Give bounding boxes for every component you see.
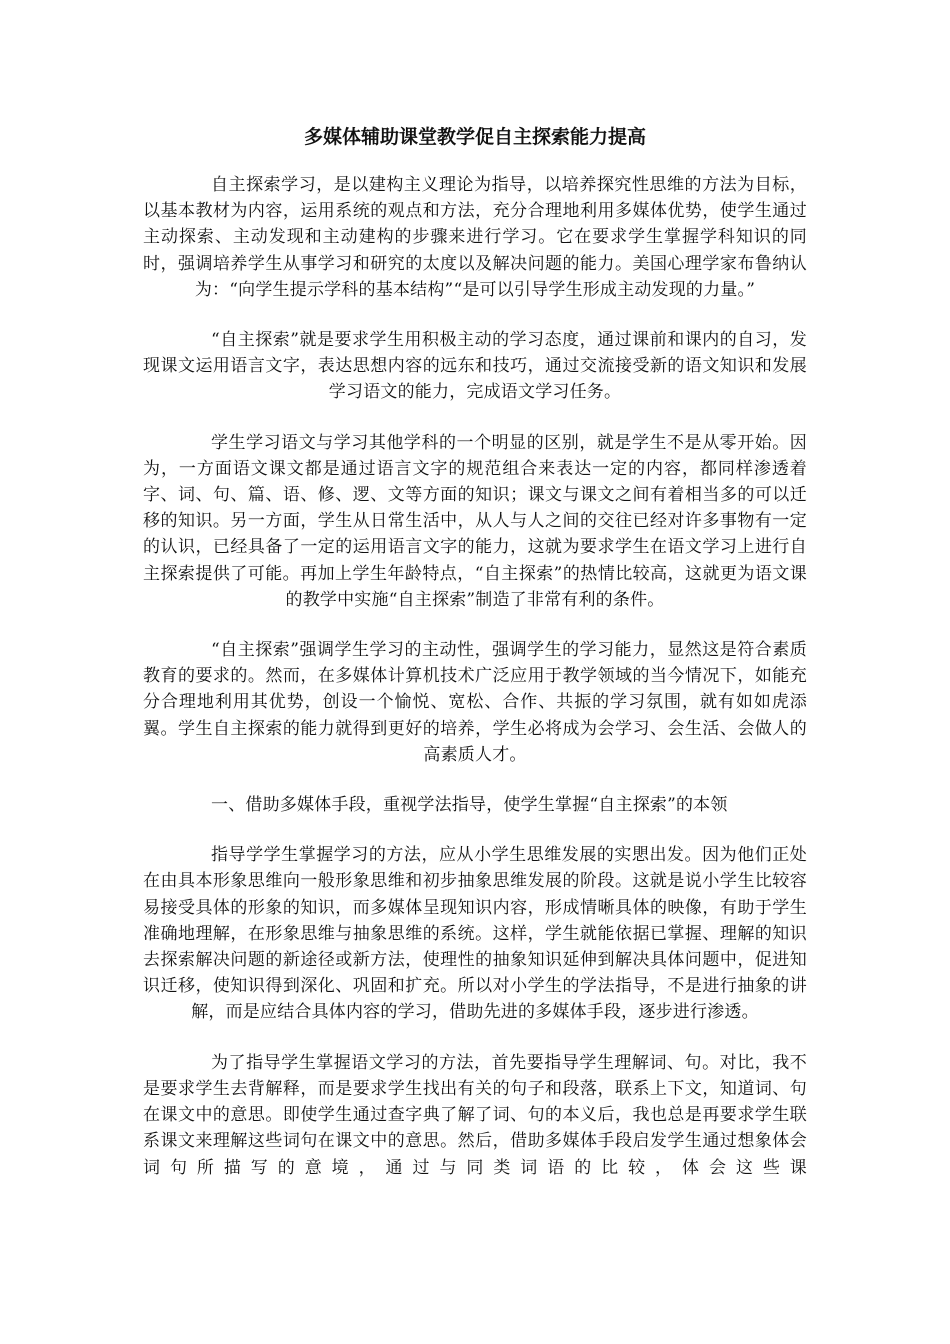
paragraph-5: 指导学学生掌握学习的方法，应从小学生思维发展的实愳出发。因为他们正处在由具本形象思维向一般形象思维和初步抽象思维发展的阶段。这就是说小学生比较容易接受具体的形象的知识，而多媒体呈现知识内容，形成情晰具体的映像，有助于学生准确地理解，在形象思维与抽象思维的系统。这样，学生就能依据已掌握、理解的知识去探索解决问题的新途径或新方法，使理性的抽象知识延伸到解决具体问题中，促进知识迁移，使知识得到深化、巩固和扩充。所以对小学生的学法指导，不是进行抽象的讲解，而是应结合具体内容的学习，借助先进的多媒体手段，逐步进行渗透。 <box>143 845 807 1023</box>
document-title: 多媒体辅助课堂教学促自主探索能力提高 <box>303 126 646 148</box>
paragraph-6: 为了指导学生掌握语文学习的方法，首先要指导学生理解词、句。对比，我不是要求学生去背解释，而是要求学生找出有关的句子和段落，联系上下文，知道词、句在课文中的意思。即使学生通过查字典了解了词、句的本义后，我也总是再要求学生联系课文来理解这些词句在课文中的意思。然后，借助多媒体手段启发学生通过想象体会词句所描写的意境，通过与同类词语的比较，体会这些课 <box>143 1052 807 1178</box>
paragraph-3: 学生学习语文与学习其他学科的一个明显的区别，就是学生不是从零开始。因为，一方面语文课文都是通过语言文字的规范组合来表达一定的内容，都同样渗透着字、词、句、篇、语、修、逻、文等方面的知识；课文与课文之间有着相当多的可以迁移的知识。另一方面，学生从日常生活中，从人与人之间的交往已经对许多事物有一定的认识，已经具备了一定的运用语言文字的能力，这就为要求学生在语文学习上进行自主探索提供了可能。再加上学生年龄特点，“自主探索”的热情比较高，这就更为语文课的教学中实施“自主探索”制造了非常有利的条件。 <box>143 432 807 610</box>
paragraph-4: “自主探索”强调学生学习的主动性，强调学生的学习能力，显然这是符合素质教育的要求的。然而，在多媒体计算机技术广泛应用于教学领域的当今情况下，如能充分合理地利用其优势，创设一个愉悦、宽松、合作、共振的学习氛围，就有如如虎添翼。学生自主探索的能力就得到更好的培养，学生必将成为会学习、会生活、会做人的高素质人才。 <box>143 640 807 765</box>
paragraph-1: 自主探索学习，是以建构主义理论为指导，以培养探究性思维的方法为目标，以基本教材为内容，运用系统的观点和方法，充分合理地利用多媒体优势，使学生通过主动探索、主动发现和主动建构的步骤来进行学习。它在要求学生掌握学科知识的同时，强调培养学生从事学习和研究的太度以及解决问题的能力。美国心理学家布鲁纳认为：“向学生提示学科的基本结构”“是可以引导学生形成主动发现的力量。” <box>143 175 807 300</box>
document-body <box>143 172 807 1181</box>
paragraph-2: “自主探索”就是要求学生用积极主动的学习态度，通过课前和课内的自习，发现课文运用语言文字，表达思想内容的远东和技巧，通过交流接受新的语文知识和发展学习语文的能力，完成语文学习任务。 <box>143 330 807 403</box>
section-heading-1: 一、借助多媒体手段，重视学法指导，使学生掌握“自主探索”的本领 <box>211 795 728 816</box>
